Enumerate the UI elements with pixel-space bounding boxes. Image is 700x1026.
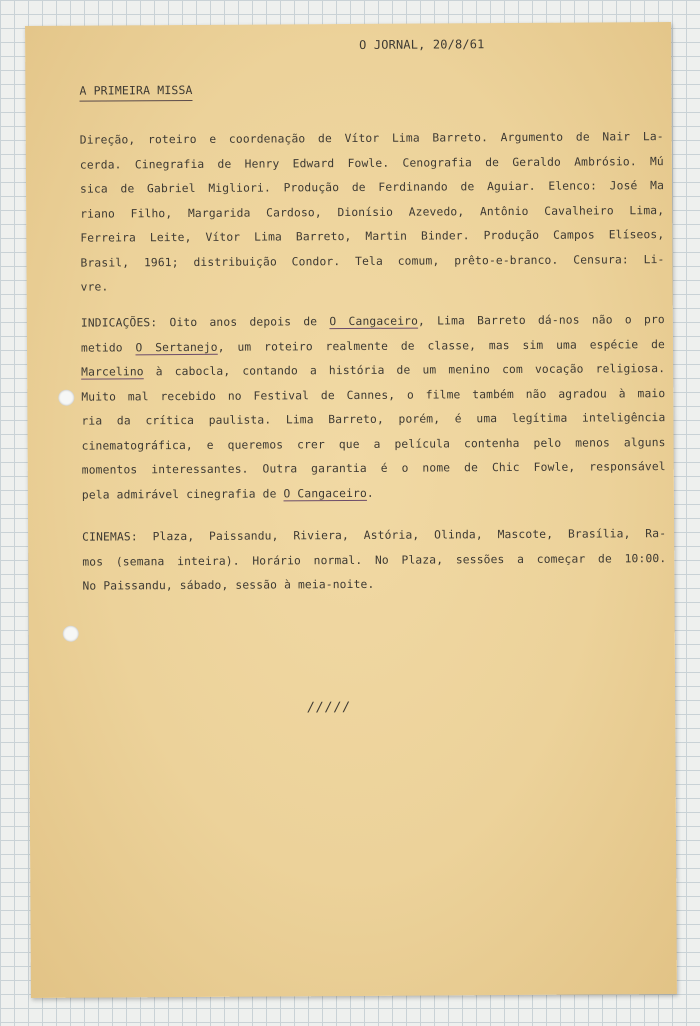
text-line: No Paissandu, sábado, sessão à meia-noite.: [82, 577, 375, 593]
text-line: INDICAÇÕES: Oito anos depois de O Cangaceiro, Lima Barreto dá-nos não o pro: [80, 313, 665, 330]
film-title: O Cangaceiro: [329, 314, 419, 329]
film-title: O Cangaceiro: [283, 486, 367, 500]
source-header: O JORNAL, 20/8/61: [359, 37, 485, 52]
text-line: metido O Sertanejo, um roteiro realmente de classe, mas sim uma espécie de: [80, 337, 666, 355]
text-line: mos (semana inteira). Horário normal. No Plaza, sessões a começar de 10:00.: [82, 551, 667, 569]
text-line: vre.: [80, 280, 109, 294]
text-line: sica de Gabriel Migliori. Produção de Ferdinando de Aguiar. Elenco: José Ma: [79, 179, 665, 196]
cinemas-paragraph: [82, 522, 666, 599]
punch-hole: [63, 626, 79, 642]
document-page: [25, 22, 677, 998]
text-line: Ferreira Leite, Vítor Lima Barreto, Martin Binder. Produção Campos Elíseos,: [80, 228, 665, 245]
indications-paragraph: [81, 308, 666, 508]
text-line: pela admirável cinegrafia de O Cangaceiro.: [81, 486, 374, 502]
film-title: Marcelino: [81, 365, 144, 379]
text-line: CINEMAS: Plaza, Paissandu, Riviera, Astória, Olinda, Mascote, Brasília, Ra-: [82, 527, 667, 544]
text-line: Direção, roteiro e coordenação de Vítor Lima Barreto. Argumento de Nair La-: [79, 130, 664, 147]
text-line: riano Filho, Margarida Cardoso, Dionísio Azevedo, Antônio Cavalheiro Lima,: [80, 203, 665, 221]
document-title: A PRIMEIRA MISSA: [79, 83, 192, 102]
text-line: Brasil, 1961; distribuição Condor. Tela comum, prêto-e-branco. Censura: Li-: [80, 252, 665, 270]
text-line: ria da crítica paulista. Lima Barreto, porém, é uma legítima inteligência: [81, 411, 666, 428]
text-line: cinematográfica, e queremos crer que a película contenha pelo menos alguns: [81, 435, 666, 453]
end-mark: /////: [307, 700, 352, 716]
punch-hole: [58, 390, 74, 406]
credits-paragraph: [80, 125, 665, 300]
text-line: momentos interessantes. Outra garantia é o nome de Chic Fowle, responsável: [81, 460, 666, 477]
text-line: Muito mal recebido no Festival de Cannes, o filme também não agradou à maio: [81, 386, 666, 404]
text-line: Marcelino à cabocla, contando a história de um menino com vocação religiosa.: [81, 362, 666, 379]
text-line: cerda. Cinegrafia de Henry Edward Fowle. Cenografia de Geraldo Ambrósio. Mú: [79, 154, 664, 172]
film-title: O Sertanejo: [135, 340, 218, 354]
